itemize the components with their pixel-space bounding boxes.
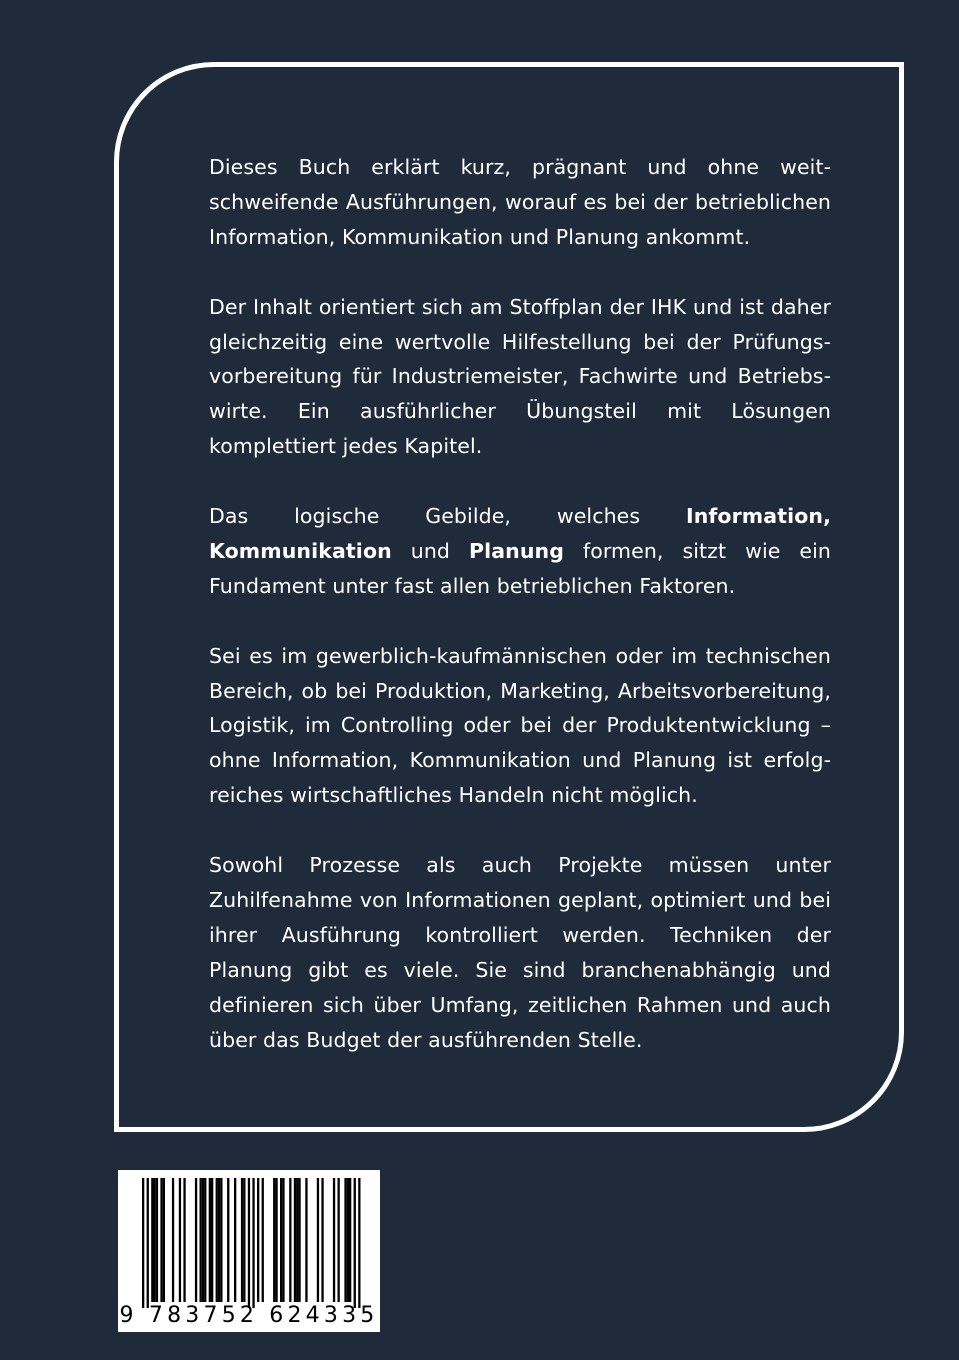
- paragraph-3-text-middle: und: [391, 538, 469, 563]
- barcode-bar: [243, 1178, 245, 1302]
- paragraph-3-text-after: formen, sitzt wie ein Fundament unter fast allen betrieblichen Faktoren.: [209, 538, 831, 598]
- barcode-bar: [227, 1178, 229, 1302]
- barcode-bar: [202, 1178, 204, 1302]
- barcode-bar: [154, 1178, 156, 1302]
- barcode-bar: [241, 1178, 243, 1302]
- barcode-bar: [209, 1178, 211, 1302]
- barcode-bar: [183, 1178, 185, 1302]
- barcode-bar: [252, 1178, 254, 1308]
- barcode-bar: [200, 1178, 202, 1302]
- barcode-bar: [280, 1178, 282, 1302]
- barcode-bar: [160, 1178, 162, 1302]
- barcode-bar: [211, 1178, 213, 1302]
- barcode-bar: [163, 1178, 165, 1302]
- paragraph-3: [209, 499, 831, 604]
- barcode-bar: [294, 1178, 296, 1302]
- barcode-bar: [305, 1178, 307, 1302]
- isbn-number: 9 783752 624335: [119, 1303, 379, 1328]
- barcode-bar: [344, 1178, 346, 1302]
- barcode-bar: [172, 1178, 174, 1302]
- paragraph-5: Sowohl Prozesse als auch Projekte müssen unter Zuhilfenahme von Informationen geplant, optimiert und bei ihrer Ausführung kontrolliert werden. Techniken der Planung gibt es viele. Sie sind branchenabhängig und definieren sich über Umfang, zeitlichen Rahmen und auch über das Budget der ausführenden Stelle.: [209, 853, 831, 1052]
- barcode-bar: [298, 1178, 300, 1302]
- barcode-bar: [321, 1178, 323, 1302]
- paragraph-3-text-before: Das logische Gebilde, welches: [209, 504, 686, 529]
- barcode-bar: [358, 1178, 360, 1308]
- barcode-bar: [338, 1178, 340, 1302]
- barcode-bar: [248, 1178, 250, 1308]
- paragraph-1: Dieses Buch erklärt kurz, prägnant und ohne weitschweifende Ausführungen, worauf es bei der betrieblichen Information, Kommunikation und Planung ankommt.: [209, 155, 831, 249]
- barcode-bar: [317, 1178, 319, 1302]
- barcode-bar: [234, 1178, 236, 1302]
- barcode-bar: [195, 1178, 197, 1302]
- barcode-bar: [156, 1178, 158, 1302]
- barcode-bar: [151, 1178, 153, 1302]
- paragraph-3-bold-planung: Planung: [468, 538, 565, 563]
- barcode-bar: [349, 1178, 351, 1302]
- barcode-bar: [296, 1178, 298, 1302]
- isbn-barcode: [118, 1170, 380, 1332]
- barcode-bar: [142, 1178, 144, 1308]
- barcode-bar: [147, 1178, 149, 1308]
- barcode-bar: [179, 1178, 181, 1302]
- paragraph-4: Sei es im gewerblich-kaufmännischen oder im technischen Bereich, ob bei Produktion, Marketing, Arbeitsvorbereitung, Logistik, im Controlling oder bei der Produktentwicklung – ohne Information, Kommunikation und Planung ist erfolgreiches wirtschaftliches Handeln nicht möglich.: [209, 643, 831, 808]
- barcode-bar: [282, 1178, 284, 1302]
- barcode-bar: [220, 1178, 222, 1302]
- barcode-bar: [289, 1178, 291, 1302]
- barcode-bar: [354, 1178, 356, 1308]
- barcode-bar: [216, 1178, 218, 1302]
- barcode-bar: [257, 1178, 259, 1302]
- barcode-bar: [204, 1178, 206, 1302]
- barcode-bar: [333, 1178, 335, 1302]
- barcode-bar: [347, 1178, 349, 1302]
- paragraph-3-bold-terms: Information, Kommunikation: [209, 504, 831, 563]
- barcode-bar: [273, 1178, 275, 1302]
- barcode-bar: [218, 1178, 220, 1302]
- paragraph-2: Der Inhalt orientiert sich am Stoffplan der IHK und ist daher gleichzeitig eine wertvolle Hilfestellung bei der Prüfungsvorbereitung für Industriemeister, Fachwirte und Betriebswirte. Ein ausführlicher Übungsteil mit Lösungen komplettiert jedes Kapitel.: [209, 294, 831, 459]
- barcode-bar: [275, 1178, 277, 1302]
- barcode-bar: [262, 1178, 264, 1302]
- back-cover-text: [209, 150, 831, 1058]
